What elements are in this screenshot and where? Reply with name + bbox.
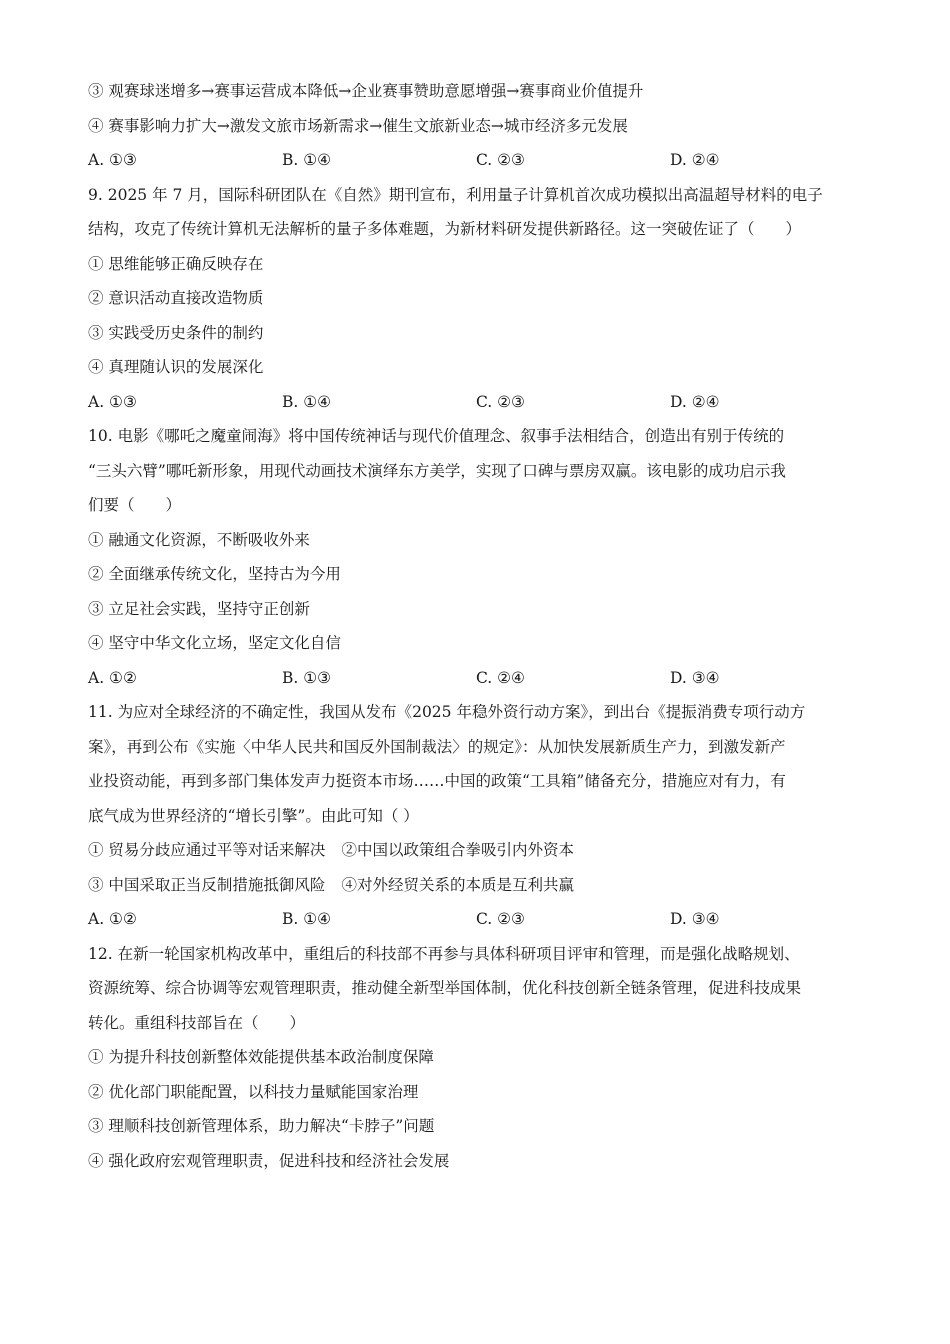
- q9-item-3: ③ 实践受历史条件的制约: [88, 323, 264, 342]
- q12-item-1: ① 为提升科技创新整体效能提供基本政治制度保障: [88, 1048, 434, 1066]
- q10-options: [88, 661, 868, 696]
- q11-stem-line-3: 业投资动能，再到多部门集体发声力挺资本市场……中国的政策“工具箱”储备充分，措施应对有力，有: [88, 772, 786, 790]
- q8-options: [88, 143, 868, 178]
- q9-stem-line-1: 9. 2025 年 7 月，国际科研团队在《自然》期刊宣布，利用量子计算机首次成功模拟出高温超导材料的电子: [88, 185, 823, 204]
- q12-stem-line-2: 资源统筹、综合协调等宏观管理职责，推动健全新型举国体制，优化科技创新全链条管理，促进科技成果: [88, 979, 802, 997]
- q10-stem-line-1: 10. 电影《哪吒之魔童闹海》将中国传统神话与现代价值理念、叙事手法相结合，创造出有别于传统的: [88, 427, 785, 445]
- question-12: [88, 937, 868, 1179]
- q11-item-3: ③ 中国采取正当反制措施抵御风险: [88, 875, 326, 894]
- question-11: [88, 695, 868, 937]
- q9-option-b[interactable]: B. ①④: [282, 392, 332, 411]
- q11-option-c[interactable]: C. ②③: [476, 910, 525, 928]
- q11-items-row-1: [88, 833, 868, 868]
- exam-page: [88, 74, 868, 1178]
- q12-stem-line-1: 12. 在新一轮国家机构改革中，重组后的科技部不再参与具体科研项目评审和管理，而是强化战略规划、: [88, 944, 800, 963]
- q8-option-d[interactable]: D. ②④: [670, 151, 720, 169]
- q12-stem-line-3: 转化。重组科技部旨在（ ）: [88, 1013, 306, 1032]
- q10-option-d[interactable]: D. ③④: [670, 668, 720, 687]
- q12-item-3: ③ 理顺科技创新管理体系，助力解决“卡脖子”问题: [88, 1117, 435, 1135]
- q10-item-3: ③ 立足社会实践，坚持守正创新: [88, 599, 310, 618]
- q11-option-a[interactable]: A. ①②: [88, 910, 137, 928]
- q11-option-b[interactable]: B. ①④: [282, 910, 332, 928]
- question-8: [88, 74, 868, 178]
- q10-item-4: ④ 坚守中华文化立场，坚定文化自信: [88, 634, 341, 652]
- q10-option-b[interactable]: B. ①③: [282, 668, 332, 687]
- q12-item-2: ② 优化部门职能配置，以科技力量赋能国家治理: [88, 1082, 419, 1101]
- q8-item-3: ③ 观赛球迷增多→赛事运营成本降低→企业赛事赞助意愿增强→赛事商业价值提升: [88, 82, 644, 100]
- q11-item-1: ① 贸易分歧应通过平等对话来解决: [88, 841, 326, 859]
- q11-stem-line-2: 案》，再到公布《实施〈中华人民共和国反外国制裁法〉的规定》：从加快发展新质生产力，到激发新产: [88, 737, 786, 756]
- q8-option-a[interactable]: A. ①③: [88, 151, 137, 169]
- question-10: [88, 419, 868, 695]
- q11-options: [88, 902, 868, 937]
- q11-item-4: ④对外经贸关系的本质是互利共赢: [341, 875, 574, 894]
- q10-item-1: ① 融通文化资源，不断吸收外来: [88, 530, 310, 549]
- q11-option-d[interactable]: D. ③④: [670, 910, 720, 928]
- q8-option-b[interactable]: B. ①④: [282, 151, 332, 169]
- q10-option-c[interactable]: C. ②④: [476, 668, 525, 687]
- q9-option-d[interactable]: D. ②④: [670, 392, 720, 411]
- q9-item-2: ② 意识活动直接改造物质: [88, 289, 264, 307]
- q11-stem-line-1: 11. 为应对全球经济的不确定性，我国从发布《2025 年稳外资行动方案》，到出台《提振消费专项行动方: [88, 703, 806, 721]
- q8-item-4: ④ 赛事影响力扩大→激发文旅市场新需求→催生文旅新业态→城市经济多元发展: [88, 116, 628, 135]
- q10-stem-line-2: “三头六臂”哪吒新形象，用现代动画技术演绎东方美学，实现了口碑与票房双赢。该电影的成功启示我: [88, 461, 786, 480]
- q9-options: [88, 385, 868, 420]
- q10-stem-line-3: 们要（ ）: [88, 496, 182, 514]
- q8-option-c[interactable]: C. ②③: [476, 151, 525, 169]
- q10-item-2: ② 全面继承传统文化，坚持古为今用: [88, 565, 341, 583]
- q9-item-1: ① 思维能够正确反映存在: [88, 254, 264, 273]
- q9-option-c[interactable]: C. ②③: [476, 392, 525, 411]
- q11-items-row-2: [88, 868, 868, 903]
- q12-item-4: ④ 强化政府宏观管理职责，促进科技和经济社会发展: [88, 1151, 450, 1170]
- question-9: [88, 178, 868, 420]
- q9-stem-line-2: 结构，攻克了传统计算机无法解析的量子多体难题，为新材料研发提供新路径。这一突破佐证了（ ）: [88, 220, 802, 238]
- q10-option-a[interactable]: A. ①②: [88, 668, 137, 687]
- q11-stem-line-4: 底气成为世界经济的“增长引擎”。由此可知（ ）: [88, 806, 419, 825]
- q9-option-a[interactable]: A. ①③: [88, 392, 137, 411]
- q9-item-4: ④ 真理随认识的发展深化: [88, 358, 264, 376]
- q11-item-2: ②中国以政策组合拳吸引内外资本: [341, 841, 574, 859]
